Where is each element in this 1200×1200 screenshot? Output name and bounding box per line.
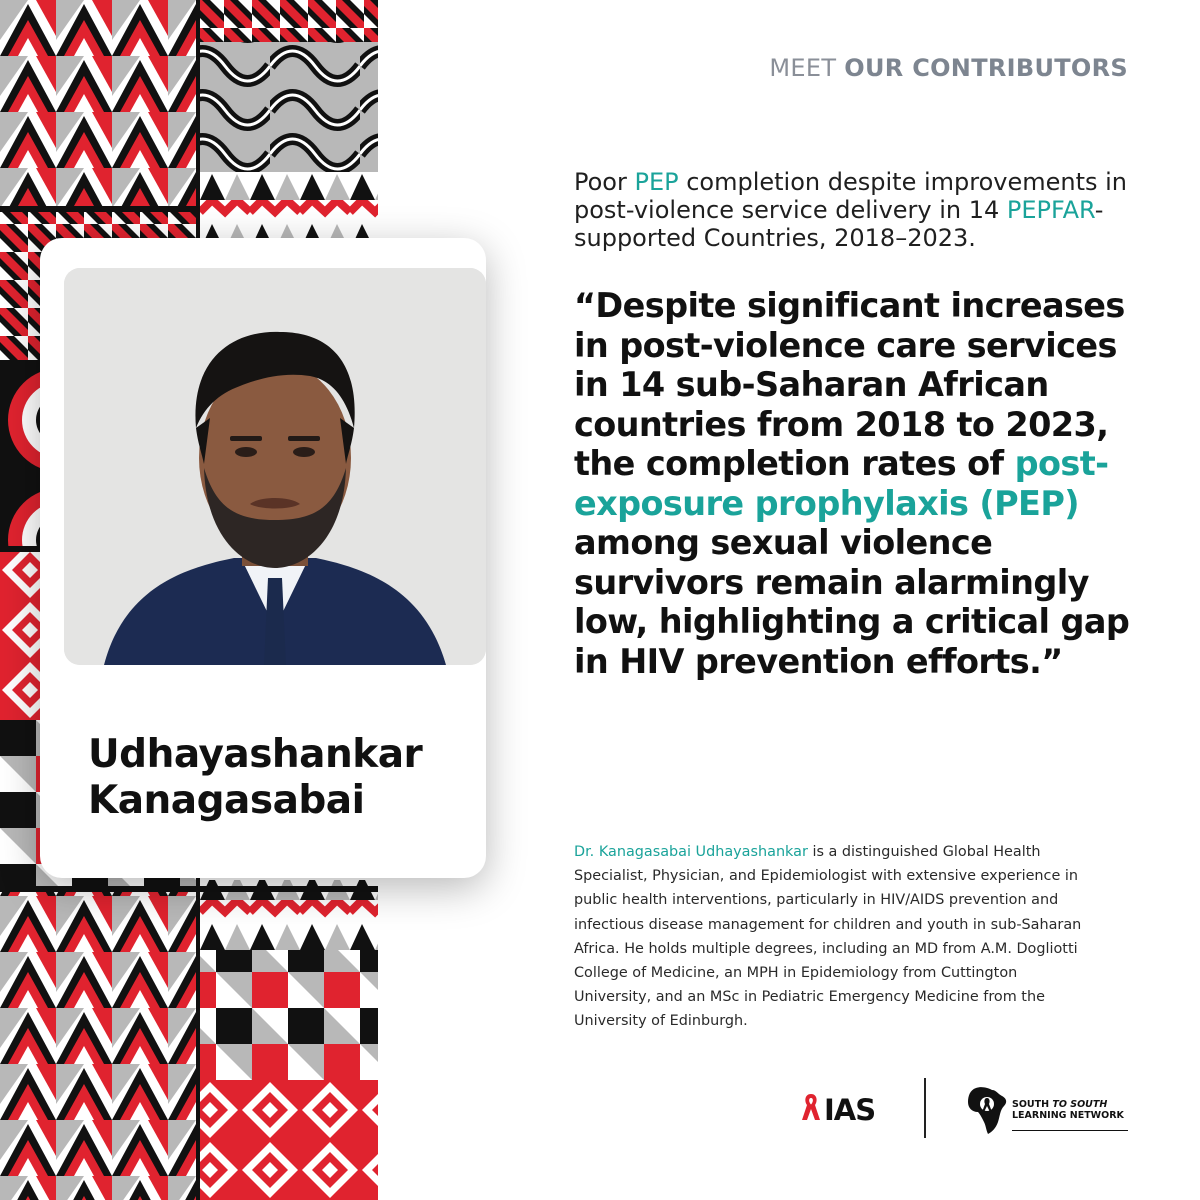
ias-logo bbox=[800, 1092, 875, 1127]
section-header-bold: OUR CONTRIBUTORS bbox=[844, 54, 1128, 82]
logo-divider bbox=[924, 1078, 926, 1138]
partner-logos bbox=[800, 1078, 1140, 1140]
ssln-text-to-south: TO SOUTH bbox=[1052, 1099, 1108, 1110]
contributor-card bbox=[40, 238, 486, 878]
paper-title-text-2: completion despite improvements in post-violence service delivery in 14 bbox=[574, 168, 1128, 224]
section-header bbox=[769, 54, 1128, 82]
pull-quote bbox=[574, 286, 1134, 681]
paper-title-text-1: Poor bbox=[574, 168, 635, 196]
ssln-logo-text bbox=[1012, 1099, 1124, 1121]
red-ribbon-icon bbox=[800, 1092, 822, 1127]
ias-logo-text: IAS bbox=[824, 1092, 876, 1127]
contributor-photo bbox=[64, 268, 486, 665]
section-header-light: MEET bbox=[769, 54, 837, 82]
paper-title-highlight-pepfar: PEPFAR bbox=[1006, 196, 1095, 224]
ssln-text-south: SOUTH bbox=[1012, 1099, 1053, 1110]
ssln-text-network: LEARNING NETWORK bbox=[1012, 1110, 1124, 1121]
south-to-south-logo bbox=[966, 1086, 1146, 1136]
contributor-last-name: Kanagasabai bbox=[88, 778, 365, 823]
quote-highlight: post-exposure prophylaxis (PEP) bbox=[574, 444, 1109, 523]
bio-text: is a distinguished Global Health Specialist, Physician, and Epidemiologist with extensive experience in public health interventions, particularly in HIV/AIDS prevention and infectious disease management for children and youth in sub-Saharan Africa. He holds multiple degrees, including an MD from A.M. Dogliotti College of Medicine, an MPH in Epidemiology from Cuttington University, and an MSc in Pediatric Emergency Medicine from the University of Edinburgh. bbox=[574, 844, 1082, 1030]
africa-map-icon bbox=[966, 1086, 1008, 1141]
contributor-name bbox=[88, 732, 468, 824]
paper-title-highlight-pep: PEP bbox=[634, 168, 679, 196]
contributor-first-name: Udhayashankar bbox=[88, 732, 423, 777]
paper-title-text-3: -supported Countries, 2018–2023. bbox=[574, 196, 1104, 252]
contributor-bio bbox=[574, 840, 1084, 1034]
quote-text-2: among sexual violence survivors remain alarmingly low, highlighting a critical gap in HIV prevention efforts.” bbox=[574, 523, 1130, 681]
bio-name: Dr. Kanagasabai Udhayashankar bbox=[574, 844, 808, 860]
ssln-underline bbox=[1012, 1130, 1128, 1131]
quote-text-1: “Despite significant increases in post-violence care services in 14 sub-Saharan African countries from 2018 to 2023, the completion rates of bbox=[574, 286, 1125, 483]
paper-title bbox=[574, 168, 1164, 252]
